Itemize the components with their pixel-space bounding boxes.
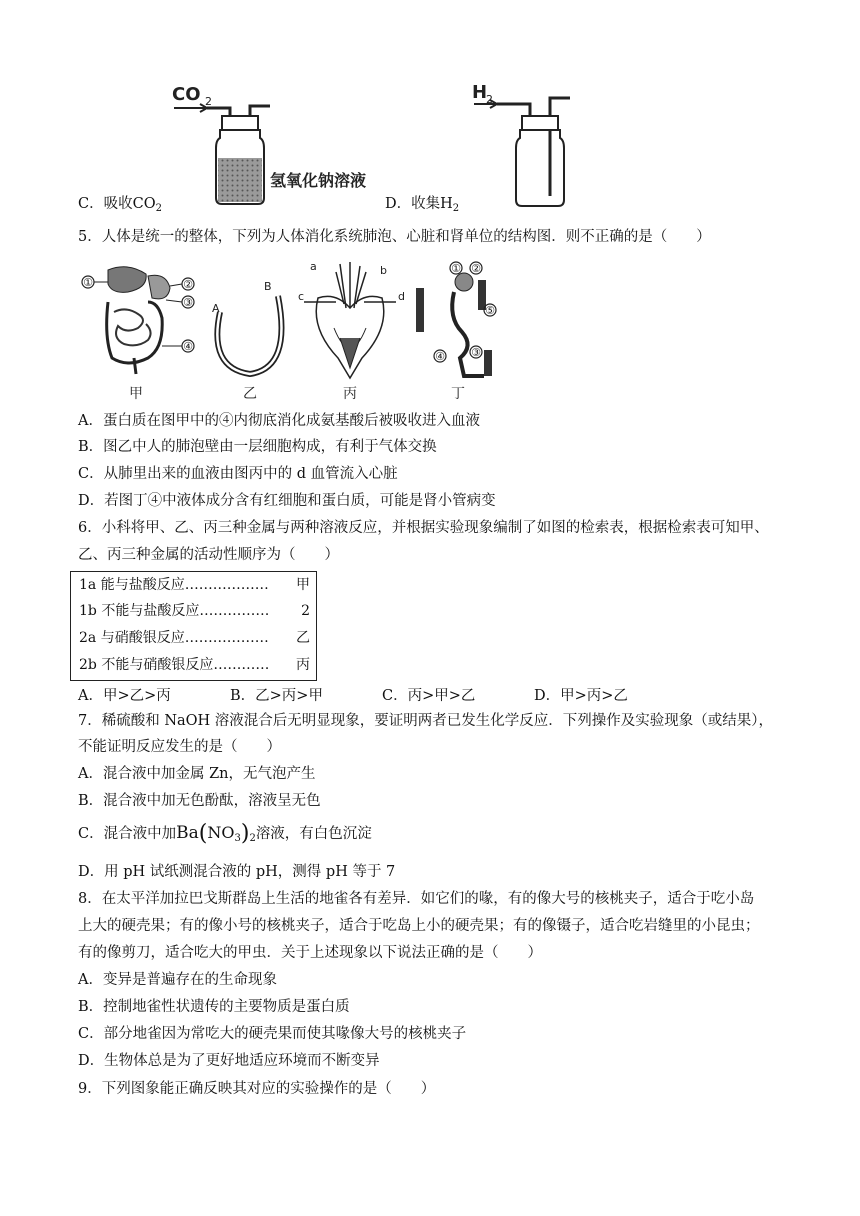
svg-text:①: ① [451, 262, 461, 275]
svg-text:A: A [212, 302, 220, 315]
dichotomous-key-table [70, 571, 317, 681]
svg-text:乙: 乙 [243, 386, 257, 402]
key-row: 2b 不能与硝酸银反应………… 丙 [79, 657, 310, 673]
q6-option-b: B．乙>丙>甲 [230, 688, 323, 704]
q4-option-c-text: C．吸收CO [78, 196, 156, 212]
co2-arrow-label-sub: 2 [205, 95, 212, 108]
q5-stem: 5．人体是统一的整体，下列为人体消化系统肺泡、心脏和肾单位的结构图．则不正确的是（ ） [78, 229, 711, 245]
q5-option-d: D．若图丁④中液体成分含有红细胞和蛋白质，可能是肾小管病变 [78, 493, 496, 509]
svg-text:丙: 丙 [343, 386, 357, 402]
q8-option-a: A．变异是普遍存在的生命现象 [78, 972, 277, 988]
h2-arrow-label: H [472, 82, 488, 103]
q8-option-c: C．部分地雀因为常吃大的硬壳果而使其喙像大号的核桃夹子 [78, 1026, 467, 1042]
svg-text:⑤: ⑤ [485, 304, 495, 317]
q8-option-d: D．生物体总是为了更好地适应环境而不断变异 [78, 1053, 380, 1069]
q6-option-c: C．丙>甲>乙 [382, 688, 476, 704]
co2-absorption-figure [160, 78, 390, 218]
q6-option-d: D．甲>丙>乙 [534, 688, 628, 704]
svg-text:③: ③ [471, 346, 481, 359]
digestive-system-icon [82, 267, 194, 402]
q7-option-d: D．用 pH 试纸测混合液的 pH，测得 pH 等于 7 [78, 864, 396, 880]
svg-text:b: b [380, 264, 387, 277]
q4-option-d-text: D．收集H [385, 196, 453, 212]
svg-text:甲: 甲 [129, 386, 143, 402]
gas-washing-bottle-co2-icon [160, 78, 390, 218]
svg-text:④: ④ [183, 340, 193, 353]
q7-stem-line2: 不能证明反应发生的是（ ） [78, 739, 281, 755]
heart-icon [298, 260, 405, 402]
key-row: 1a 能与盐酸反应……………… 甲 [79, 577, 310, 593]
gas-collection-bottle-h2-icon [470, 78, 600, 218]
svg-text:d: d [398, 290, 405, 303]
q4-option-d-sub: 2 [452, 203, 460, 214]
q7-option-a: A．混合液中加金属 Zn，无气泡产生 [78, 766, 316, 782]
nephron-icon [416, 262, 496, 402]
q4-option-d [385, 192, 459, 214]
svg-text:③: ③ [183, 296, 193, 309]
q7-option-b: B．混合液中加无色酚酞，溶液呈无色 [78, 793, 321, 809]
q5-option-b: B．图乙中人的肺泡壁由一层细胞构成，有利于气体交换 [78, 439, 437, 455]
q4-option-c [78, 192, 162, 214]
key-row: 2a 与硝酸银反应……………… 乙 [79, 630, 310, 646]
q8-stem-line1: 8．在太平洋加拉巴戈斯群岛上生活的地雀各有差异．如它们的喙，有的像大号的核桃夹子，适合于吃小岛 [78, 891, 755, 907]
svg-text:④: ④ [435, 350, 445, 363]
q4-option-c-sub: 2 [155, 203, 162, 214]
q6-stem-line2: 乙、丙三种金属的活动性顺序为（ ） [78, 547, 339, 563]
svg-text:②: ② [183, 278, 193, 291]
h2-arrow-label-sub: 2 [486, 93, 493, 106]
svg-text:①: ① [83, 276, 93, 289]
svg-text:a: a [310, 260, 317, 273]
q5-option-a: A．蛋白质在图甲中的④内彻底消化成氨基酸后被吸收进入血液 [78, 413, 480, 429]
q5-figures [78, 258, 518, 408]
q8-option-b: B．控制地雀性状遗传的主要物质是蛋白质 [78, 999, 350, 1015]
q8-stem-line3: 有的像剪刀，适合吃大的甲虫．关于上述现象以下说法正确的是（ ） [78, 945, 542, 961]
h2-collection-figure [470, 78, 600, 218]
solution-label: 氢氧化钠溶液 [270, 171, 367, 190]
q5-option-c: C．从肺里出来的血液由图丙中的 d 血管流入心脏 [78, 466, 398, 482]
q7-option-c: C．混合液中加$Ba(NO_3)_2$溶液，有白色沉淀 [78, 821, 372, 846]
svg-text:②: ② [471, 262, 481, 275]
svg-text:c: c [298, 290, 305, 303]
svg-text:丁: 丁 [451, 386, 465, 402]
alveolus-icon [212, 280, 282, 402]
body-structure-diagrams [78, 258, 518, 408]
q9-stem: 9．下列图象能正确反映其对应的实验操作的是（ ） [78, 1081, 436, 1097]
q8-stem-line2: 上大的硬壳果；有的像小号的核桃夹子，适合于吃岛上小的硬壳果；有的像镊子，适合吃岩缝里的小昆虫； [78, 918, 760, 934]
q7-stem-line1: 7．稀硫酸和 NaOH 溶液混合后无明显现象，要证明两者已发生化学反应．下列操作及实验现象（或结果）， [78, 713, 774, 729]
key-row: 1b 不能与盐酸反应…………… 2 [79, 603, 310, 619]
co2-arrow-label: CO [172, 84, 201, 105]
q6-option-a: A．甲>乙>丙 [78, 688, 171, 704]
svg-text:B: B [264, 280, 272, 293]
q6-stem-line1: 6．小科将甲、乙、丙三种金属与两种溶液反应，并根据实验现象编制了如图的检索表，根据检索表可知甲、 [78, 520, 769, 536]
